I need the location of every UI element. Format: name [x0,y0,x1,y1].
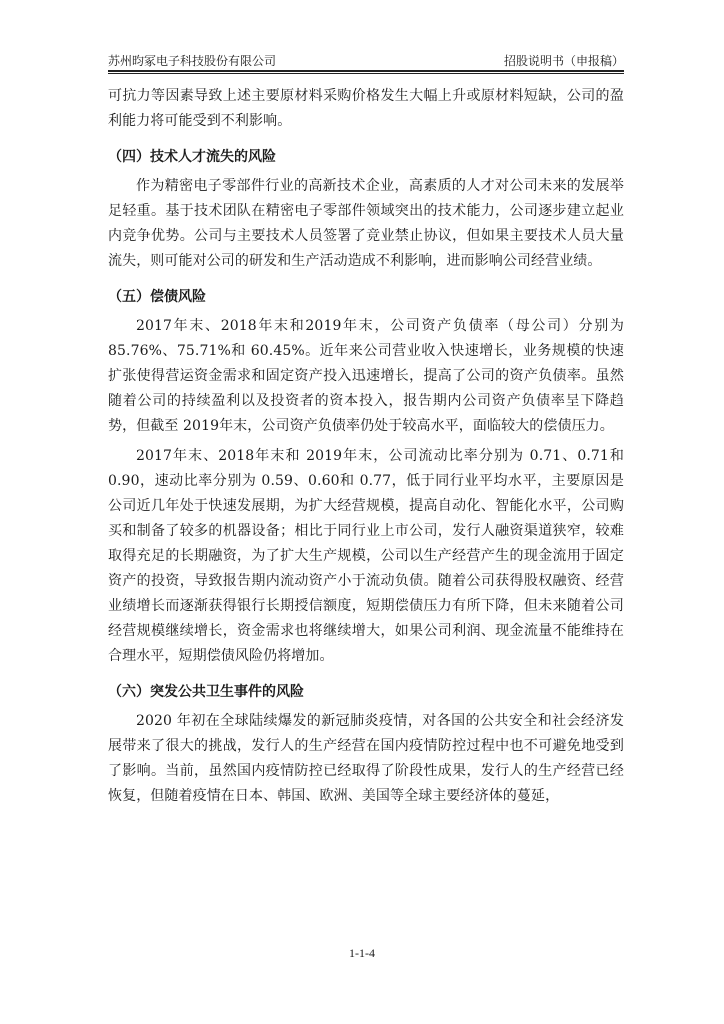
section-heading-talent-loss: （四）技术人才流失的风险 [108,149,276,165]
header-company-name: 苏州昀冢电子科技股份有限公司 [108,54,277,68]
section-heading-public-health: （六）突发公共卫生事件的风险 [108,684,304,700]
paragraph-debt-ratio: 2017年末、2018年末和2019年末，公司资产负债率（母公司）分别为85.76%、75.71%和 60.45%。近年来公司营业收入快速增长，业务规模的快速扩张使得营运资金需求和固定资产投入迅速增长，提高了公司的资产负债率。虽然随着公司的持续盈利以及投资者的资本投入，报告期内公司资产负债率呈下降趋势，但截至 2019年末，公司资产负债率仍处于较高水平，面临较大的偿债压力。 [108,318,624,434]
paragraph-liquidity-ratio: 2017年末、2018年末和 2019年末，公司流动比率分别为 0.71、0.71和 0.90，速动比率分别为 0.59、0.60和 0.77，低于同行业平均水平，主要原因是公司近几年处于快速发展期，为扩大经营规模，提高自动化、智能化水平，公司购买和制备了较多的机器设备；相比于同行业上市公司，发行人融资渠道狭窄，较难取得充足的长期融资，为了扩大生产规模，公司以生产经营产生的现金流用于固定资产的投资，导致报告期内流动资产小于流动负债。随着公司获得股权融资、经营业绩增长而逐渐获得银行长期授信额度，短期偿债压力有所下降，但未来随着公司经营规模继续增长，资金需求也将继续增大，如果公司利润、现金流量不能维持在合理水平，短期偿债风险仍将增加。 [108,448,624,664]
paragraph-public-health: 2020 年初在全球陆续爆发的新冠肺炎疫情，对各国的公共安全和社会经济发展带来了很大的挑战，发行人的生产经营在国内疫情防控过程中也不可避免地受到了影响。当前，虽然国内疫情防控已经取得了阶段性成果，发行人的生产经营已经恢复，但随着疫情在日本、韩国、欧洲、美国等全球主要经济体的蔓延， [108,713,624,804]
page-number: 1-1-4 [349,946,375,960]
paragraph-talent-loss: 作为精密电子零部件行业的高新技术企业，高素质的人才对公司未来的发展举足轻重。基于技术团队在精密电子零部件领域突出的技术能力，公司逐步建立起业内竞争优势。公司与主要技术人员签署了竞业禁止协议，但如果主要技术人员大量流失，则可能对公司的研发和生产活动造成不利影响，进而影响公司经营业绩。 [108,178,624,269]
header-document-title: 招股说明书（申报稿） [503,54,624,68]
page-header [108,50,624,70]
paragraph-raw-material-continued: 可抗力等因素导致上述主要原材料采购价格发生大幅上升或原材料短缺，公司的盈利能力将可能受到不利影响。 [108,88,624,129]
section-heading-debt-risk: （五）偿债风险 [108,289,206,305]
header-divider [108,70,624,74]
document-body [108,84,624,809]
